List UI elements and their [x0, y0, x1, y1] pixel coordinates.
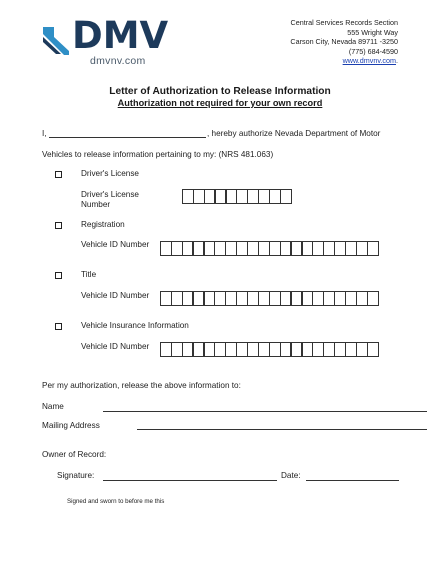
vin-label: Vehicle ID Number: [81, 291, 150, 300]
address-line: Central Services Records Section: [290, 18, 398, 27]
insurance-checkbox[interactable]: [55, 323, 62, 330]
date-line[interactable]: [306, 480, 399, 481]
option-label: Title: [81, 270, 97, 279]
dl-number-label-2: Number: [81, 200, 111, 209]
vin-label: Vehicle ID Number: [81, 342, 150, 351]
owner-heading: Owner of Record:: [42, 450, 107, 459]
address-line: 555 Wright Way: [347, 27, 398, 37]
insurance-vin-boxes[interactable]: [160, 342, 378, 357]
title-vin-boxes[interactable]: [160, 291, 378, 306]
page-subtitle: Authorization not required for your own record: [117, 98, 323, 108]
vin-label: Vehicle ID Number: [81, 240, 150, 249]
mailing-address-line[interactable]: [137, 429, 427, 430]
dl-number-label: Driver's License: [81, 190, 139, 199]
logo-wordmark: DMV: [72, 14, 169, 57]
logo-subtitle: dmvnv.com: [90, 55, 146, 67]
signature-line[interactable]: [103, 480, 277, 481]
sworn-statement: Signed and sworn to before me this: [67, 498, 165, 505]
address-line: (775) 684-4590: [348, 46, 398, 56]
address-block: [290, 18, 398, 66]
intro-line-2: Vehicles to release information pertaining to my: (NRS 481.063): [42, 150, 274, 159]
release-heading: Per my authorization, release the above information to:: [42, 381, 241, 390]
page-title: Letter of Authorization to Release Information: [109, 86, 331, 97]
date-label: Date:: [281, 471, 301, 480]
registration-vin-boxes[interactable]: [160, 241, 378, 256]
website-line: [290, 56, 398, 66]
name-blank-line[interactable]: [49, 137, 206, 138]
name-label: Name: [42, 402, 64, 411]
nevada-state-icon: [42, 23, 72, 55]
website-suffix: .: [396, 56, 398, 66]
address-line: Carson City, Nevada 89711 -3250: [290, 37, 398, 47]
registration-checkbox[interactable]: [55, 222, 62, 229]
mailing-address-label: Mailing Address: [42, 421, 100, 430]
title-checkbox[interactable]: [55, 272, 62, 279]
dmv-logo: [42, 14, 172, 67]
option-label: Vehicle Insurance Information: [81, 321, 189, 330]
name-line[interactable]: [103, 411, 427, 412]
signature-label: Signature:: [57, 471, 95, 480]
drivers-license-checkbox[interactable]: [55, 171, 62, 178]
website-link[interactable]: www.dmvnv.com: [342, 56, 396, 66]
intro-prefix: I,: [42, 129, 47, 138]
dl-number-boxes[interactable]: [182, 189, 291, 204]
intro-suffix: , hereby authorize Nevada Department of Motor: [207, 129, 381, 138]
option-label: Registration: [81, 220, 125, 229]
option-label: Driver's License: [81, 169, 139, 178]
